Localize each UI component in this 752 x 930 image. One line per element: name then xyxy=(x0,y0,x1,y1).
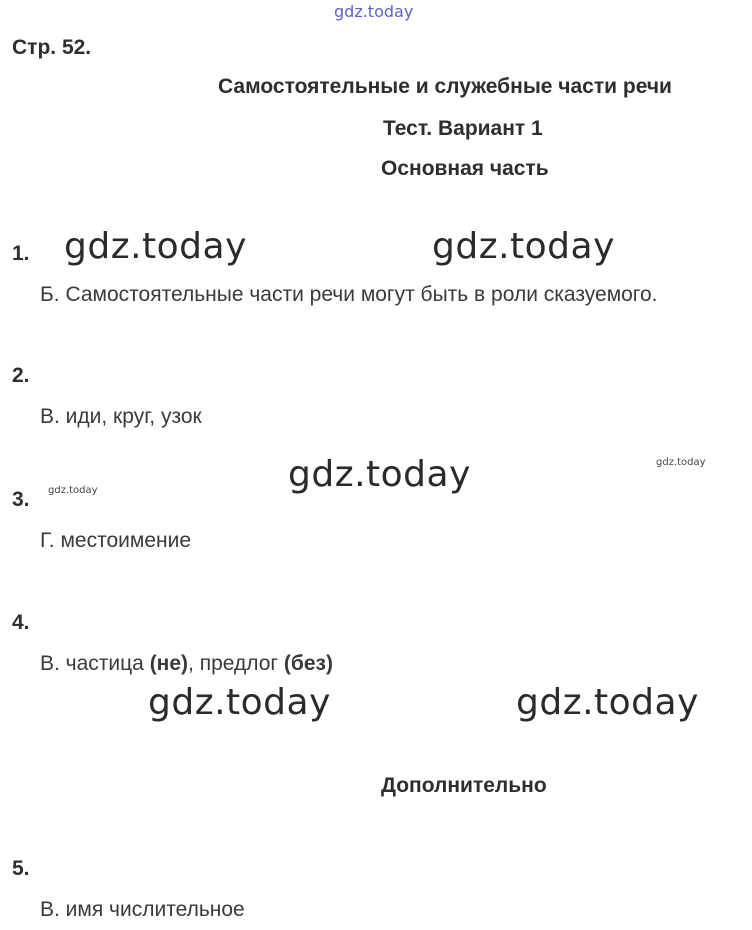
test-title: Тест. Вариант 1 xyxy=(383,117,543,140)
watermark-4: gdz.today xyxy=(148,682,331,723)
answer-4-prefix: В. частица xyxy=(40,652,150,675)
answer-5: В. имя числительное xyxy=(40,898,245,921)
watermark-5: gdz.today xyxy=(516,682,699,723)
answer-4-preposition: (без) xyxy=(283,652,333,675)
watermark-3: gdz.today xyxy=(288,454,471,495)
answer-4-middle: , предлог xyxy=(188,652,284,675)
watermark-1: gdz.today xyxy=(64,226,247,267)
topic-title: Самостоятельные и служебные части речи xyxy=(218,75,672,98)
answer-1: Б. Самостоятельные части речи могут быть в роли сказуемого. xyxy=(40,283,658,306)
question-number-3: 3. xyxy=(12,488,30,511)
answer-2: В. иди, круг, узок xyxy=(40,405,202,428)
question-number-4: 4. xyxy=(12,611,30,634)
question-number-5: 5. xyxy=(12,857,30,880)
question-number-2: 2. xyxy=(12,364,30,387)
answer-3: Г. местоимение xyxy=(40,529,192,552)
watermark-2: gdz.today xyxy=(432,226,615,267)
watermark-top: gdz.today xyxy=(334,2,414,21)
section-main-title: Основная часть xyxy=(381,157,549,180)
answer-4 xyxy=(40,652,333,676)
watermark-small-right: gdz.today xyxy=(656,457,706,468)
section-extra-title: Дополнительно xyxy=(381,774,547,797)
page-label: Стр. 52. xyxy=(12,36,92,59)
answer-4-particle: (не) xyxy=(149,652,189,675)
watermark-small-left: gdz.today xyxy=(48,485,98,496)
question-number-1: 1. xyxy=(12,242,30,265)
